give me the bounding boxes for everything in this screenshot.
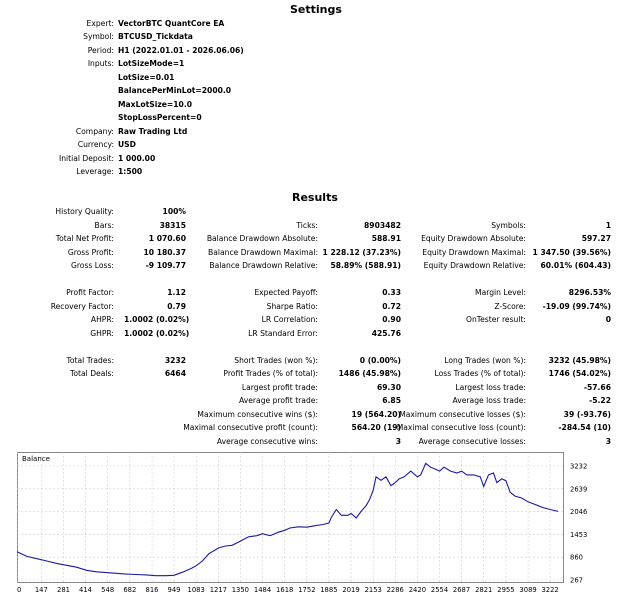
x-tick-label: 281 xyxy=(57,586,70,594)
settings-value: 1:500 xyxy=(118,166,143,176)
x-tick-label: 3222 xyxy=(541,586,559,594)
result-value: 1746 (54.02%) xyxy=(548,369,611,378)
x-tick-label: 414 xyxy=(79,586,92,594)
settings-label: Currency: xyxy=(77,140,114,150)
result-label: Profit Trades (% of total): xyxy=(223,369,318,378)
result-label: Largest profit trade: xyxy=(241,382,318,392)
x-tick-label: 1217 xyxy=(209,586,228,594)
settings-label: Symbol: xyxy=(83,32,114,42)
result-value: -57.66 xyxy=(583,382,611,392)
x-tick-label: 2420 xyxy=(408,586,427,594)
x-tick-label: 147 xyxy=(34,586,48,594)
settings-value: H1 (2022.01.01 - 2026.06.06) xyxy=(118,45,244,55)
result-label: Gross Loss: xyxy=(70,261,114,270)
x-tick-label: 816 xyxy=(145,586,159,594)
x-tick-label: 2286 xyxy=(386,586,404,594)
settings-value: USD xyxy=(118,140,136,150)
result-value: 58.89% (588.91) xyxy=(330,261,401,270)
result-value: 1.0002 (0.02%) xyxy=(124,315,190,324)
result-label: Maximum consecutive wins ($): xyxy=(197,409,318,419)
x-tick-label: 1618 xyxy=(276,586,294,594)
result-value: 3 xyxy=(395,436,401,446)
result-label: Equity Drawdown Maximal: xyxy=(422,247,526,257)
result-value: 1.0002 (0.02%) xyxy=(124,328,190,338)
result-value: 60.01% (604.43) xyxy=(540,261,611,270)
x-tick-label: 2019 xyxy=(342,586,360,594)
x-tick-label: 2821 xyxy=(475,586,493,594)
result-label: Loss Trades (% of total): xyxy=(434,369,526,378)
result-value: 3232 (45.98%) xyxy=(548,355,611,365)
result-label: Maximal consecutive loss (count): xyxy=(396,423,526,432)
result-value: 0.33 xyxy=(382,288,401,297)
x-tick-label: 1885 xyxy=(320,586,338,594)
settings-value: BalancePerMinLot=2000.0 xyxy=(118,86,232,96)
result-label: Maximum consecutive losses ($): xyxy=(399,409,526,419)
result-value: 0.90 xyxy=(382,315,401,324)
result-label: Maximal consecutive profit (count): xyxy=(183,423,318,432)
result-value: -9 109.77 xyxy=(145,261,186,270)
result-label: History Quality: xyxy=(55,207,114,216)
result-label: Total Deals: xyxy=(70,369,114,378)
settings-value: 1 000.00 xyxy=(118,153,156,163)
result-label: Average profit trade: xyxy=(239,396,318,405)
result-label: Margin Level: xyxy=(475,288,526,297)
result-value: 1 070.60 xyxy=(148,234,186,243)
result-value: 1 347.50 (39.56%) xyxy=(532,247,611,257)
result-value: 0 (0.00%) xyxy=(359,355,401,365)
y-tick-label: 1453 xyxy=(570,530,588,539)
result-label: Symbols: xyxy=(491,220,526,230)
y-tick-label: 267 xyxy=(570,576,583,585)
result-value: 1486 (45.98%) xyxy=(338,369,401,378)
balance-chart xyxy=(17,452,625,598)
result-label: Short Trades (won %): xyxy=(234,355,318,365)
result-value: 69.30 xyxy=(376,382,401,392)
y-tick-label: 3232 xyxy=(570,462,588,471)
chart-plot-frame xyxy=(18,453,564,583)
result-value: 425.76 xyxy=(371,328,401,338)
result-label: AHPR: xyxy=(90,315,114,324)
x-tick-label: 949 xyxy=(167,586,181,594)
x-tick-label: 1083 xyxy=(187,586,205,594)
result-value: 39 (-93.76) xyxy=(563,409,611,419)
result-value: -5.22 xyxy=(589,396,611,405)
result-label: Balance Drawdown Absolute: xyxy=(206,234,318,243)
x-tick-label: 2955 xyxy=(497,586,515,594)
x-tick-label: 0 xyxy=(17,586,22,594)
x-tick-label: 2153 xyxy=(364,586,382,594)
result-value: 10 180.37 xyxy=(143,247,186,257)
result-label: Average consecutive wins: xyxy=(216,436,318,446)
result-label: Gross Profit: xyxy=(67,247,114,257)
result-label: Expected Payoff: xyxy=(254,288,318,297)
y-axis-ticks xyxy=(570,463,587,585)
settings-value: Raw Trading Ltd xyxy=(118,126,188,136)
results-title: Results xyxy=(292,191,338,204)
result-value: 0.79 xyxy=(167,301,186,311)
result-label: Bars: xyxy=(94,220,114,230)
x-tick-label: 3089 xyxy=(519,586,537,594)
settings-label: Company: xyxy=(75,126,114,136)
y-tick-label: 2046 xyxy=(570,508,588,517)
x-tick-label: 2554 xyxy=(430,586,449,594)
settings-label: Initial Deposit: xyxy=(58,153,114,163)
result-value: 1 228.12 (37.23%) xyxy=(322,247,401,257)
result-value: 0 xyxy=(605,315,611,324)
result-value: 1 xyxy=(605,220,611,230)
settings-value: MaxLotSize=10.0 xyxy=(118,99,193,109)
x-axis-ticks xyxy=(17,586,559,594)
result-label: Largest loss trade: xyxy=(455,382,526,392)
chart-title: Balance xyxy=(22,455,50,463)
y-tick-label: 2639 xyxy=(570,485,588,494)
result-value: 597.27 xyxy=(581,234,611,243)
result-value: 588.91 xyxy=(371,234,401,243)
result-value: 564.20 (19) xyxy=(351,423,401,432)
settings-value: LotSizeMode=1 xyxy=(118,59,185,69)
result-value: 8296.53% xyxy=(568,288,611,297)
result-value: 8903482 xyxy=(364,220,401,230)
x-tick-label: 1350 xyxy=(231,586,250,594)
result-label: Total Net Profit: xyxy=(55,234,114,243)
result-value: 38315 xyxy=(159,220,186,230)
result-value: 3 xyxy=(605,436,611,446)
result-label: Profit Factor: xyxy=(66,288,114,297)
x-tick-label: 548 xyxy=(101,586,115,594)
settings-label: Inputs: xyxy=(87,59,114,69)
settings-title: Settings xyxy=(290,3,342,16)
result-value: 0.72 xyxy=(382,301,401,311)
result-value: 19 (564.20) xyxy=(351,409,401,419)
settings-value: StopLossPercent=0 xyxy=(118,113,202,123)
result-label: Sharpe Ratio: xyxy=(266,301,318,311)
result-label: LR Correlation: xyxy=(261,315,318,324)
x-tick-label: 682 xyxy=(123,586,137,594)
result-label: Ticks: xyxy=(296,220,318,230)
settings-value: BTCUSD_Tickdata xyxy=(118,32,193,42)
result-label: Equity Drawdown Absolute: xyxy=(421,234,526,243)
result-value: 3232 xyxy=(164,355,186,365)
settings-value: VectorBTC QuantCore EA xyxy=(118,19,225,28)
result-label: Balance Drawdown Maximal: xyxy=(208,247,318,257)
result-label: GHPR: xyxy=(90,328,114,338)
settings-label: Period: xyxy=(87,45,114,55)
result-label: OnTester result: xyxy=(466,315,526,324)
result-label: Long Trades (won %): xyxy=(444,355,526,365)
result-label: Z-Score: xyxy=(494,301,526,311)
x-tick-label: 2687 xyxy=(452,586,471,594)
result-label: Balance Drawdown Relative: xyxy=(209,261,318,270)
result-label: LR Standard Error: xyxy=(248,328,318,338)
result-label: Equity Drawdown Relative: xyxy=(423,261,526,270)
result-label: Average consecutive losses: xyxy=(418,436,526,446)
result-label: Average loss trade: xyxy=(452,396,526,405)
result-value: 100% xyxy=(162,207,186,216)
x-tick-label: 1752 xyxy=(298,586,316,594)
result-value: -19.09 (99.74%) xyxy=(542,301,611,311)
result-value: 6.85 xyxy=(382,396,401,405)
y-tick-label: 860 xyxy=(570,553,583,562)
result-label: Recovery Factor: xyxy=(50,301,114,311)
result-value: -284.54 (10) xyxy=(558,423,611,432)
settings-label: Leverage: xyxy=(76,166,114,176)
x-tick-label: 1484 xyxy=(253,586,272,594)
result-value: 1.12 xyxy=(167,288,186,297)
result-value: 6464 xyxy=(164,369,186,378)
settings-value: LotSize=0.01 xyxy=(118,72,175,82)
result-label: Total Trades: xyxy=(66,355,114,365)
settings-label: Expert: xyxy=(86,19,114,28)
